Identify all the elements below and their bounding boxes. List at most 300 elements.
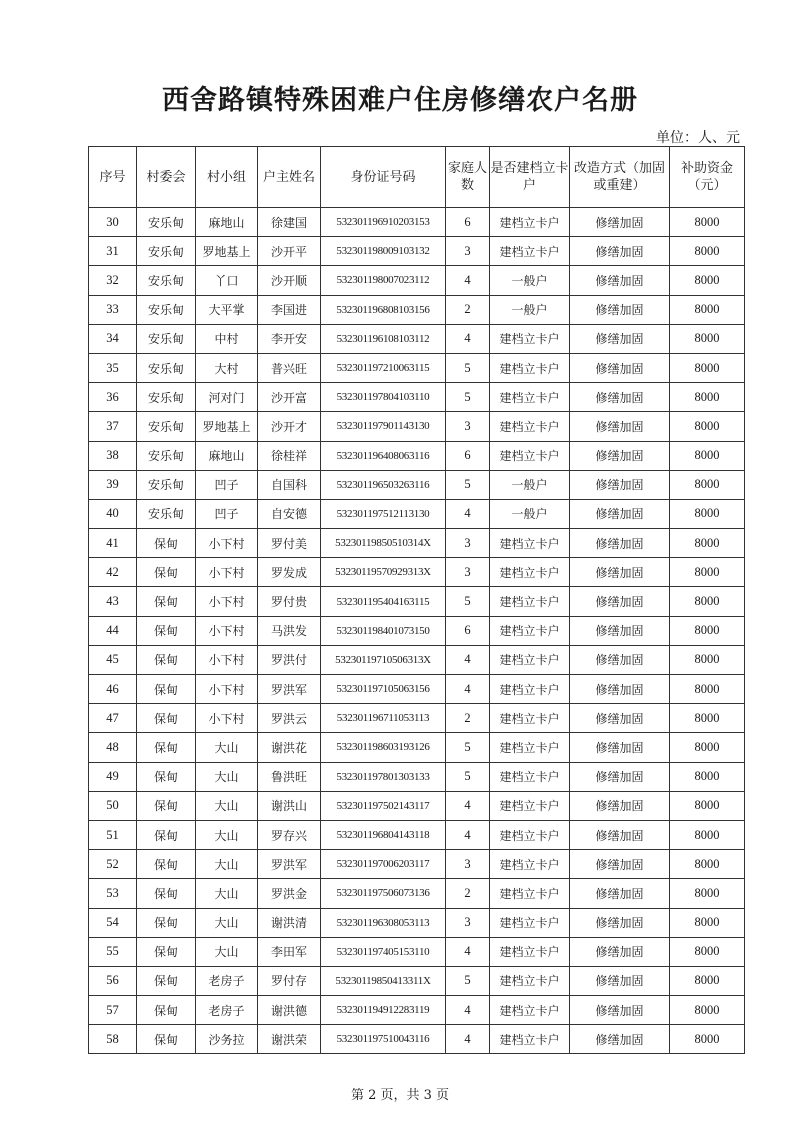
cell-village-group: 大山 <box>196 879 258 908</box>
cell-index: 53 <box>89 879 137 908</box>
cell-village-committee: 安乐甸 <box>137 208 196 237</box>
table-row <box>89 996 745 1025</box>
cell-id-number: 532301196503263116 <box>321 470 446 499</box>
cell-family-size: 3 <box>446 558 490 587</box>
table-row <box>89 383 745 412</box>
cell-index: 40 <box>89 499 137 528</box>
cell-id-number: 532301196108103112 <box>321 324 446 353</box>
cell-index: 50 <box>89 791 137 820</box>
cell-householder-name: 沙开顺 <box>258 266 321 295</box>
cell-renovation-method: 修缮加固 <box>570 529 670 558</box>
cell-index: 41 <box>89 529 137 558</box>
cell-family-size: 4 <box>446 675 490 704</box>
cell-village-group: 小下村 <box>196 645 258 674</box>
cell-registered-poor: 建档立卡户 <box>490 412 570 441</box>
cell-renovation-method: 修缮加固 <box>570 412 670 441</box>
cell-renovation-method: 修缮加固 <box>570 733 670 762</box>
cell-village-committee: 保甸 <box>137 558 196 587</box>
cell-householder-name: 罗洪付 <box>258 645 321 674</box>
cell-subsidy: 8000 <box>670 558 745 587</box>
table-row <box>89 645 745 674</box>
cell-family-size: 2 <box>446 879 490 908</box>
cell-householder-name: 沙开才 <box>258 412 321 441</box>
cell-family-size: 4 <box>446 645 490 674</box>
cell-village-committee: 安乐甸 <box>137 470 196 499</box>
cell-registered-poor: 建档立卡户 <box>490 733 570 762</box>
cell-village-committee: 安乐甸 <box>137 499 196 528</box>
cell-subsidy: 8000 <box>670 499 745 528</box>
cell-registered-poor: 建档立卡户 <box>490 937 570 966</box>
cell-village-committee: 保甸 <box>137 675 196 704</box>
cell-family-size: 5 <box>446 733 490 762</box>
cell-village-group: 小下村 <box>196 704 258 733</box>
header-householder-name: 户主姓名 <box>258 147 321 208</box>
cell-renovation-method: 修缮加固 <box>570 1025 670 1054</box>
table-row <box>89 762 745 791</box>
cell-renovation-method: 修缮加固 <box>570 441 670 470</box>
header-registered-poor: 是否建档立卡户 <box>490 147 570 208</box>
cell-family-size: 2 <box>446 295 490 324</box>
cell-index: 49 <box>89 762 137 791</box>
table-row <box>89 879 745 908</box>
table-row <box>89 1025 745 1054</box>
cell-id-number: 53230119570929313X <box>321 558 446 587</box>
cell-village-group: 大村 <box>196 353 258 382</box>
cell-village-group: 大山 <box>196 908 258 937</box>
cell-householder-name: 罗洪军 <box>258 675 321 704</box>
cell-registered-poor: 建档立卡户 <box>490 762 570 791</box>
cell-index: 43 <box>89 587 137 616</box>
cell-registered-poor: 建档立卡户 <box>490 587 570 616</box>
cell-village-committee: 保甸 <box>137 966 196 995</box>
cell-subsidy: 8000 <box>670 996 745 1025</box>
cell-village-group: 罗地基上 <box>196 412 258 441</box>
cell-index: 54 <box>89 908 137 937</box>
cell-subsidy: 8000 <box>670 937 745 966</box>
cell-family-size: 3 <box>446 908 490 937</box>
cell-renovation-method: 修缮加固 <box>570 324 670 353</box>
cell-registered-poor: 建档立卡户 <box>490 966 570 995</box>
cell-subsidy: 8000 <box>670 616 745 645</box>
cell-subsidy: 8000 <box>670 353 745 382</box>
cell-householder-name: 徐建国 <box>258 208 321 237</box>
cell-registered-poor: 建档立卡户 <box>490 616 570 645</box>
cell-renovation-method: 修缮加固 <box>570 208 670 237</box>
table-row <box>89 237 745 266</box>
cell-village-group: 大山 <box>196 733 258 762</box>
cell-subsidy: 8000 <box>670 762 745 791</box>
cell-householder-name: 谢洪德 <box>258 996 321 1025</box>
cell-village-committee: 安乐甸 <box>137 441 196 470</box>
table-row <box>89 266 745 295</box>
cell-renovation-method: 修缮加固 <box>570 704 670 733</box>
cell-id-number: 532301196804143118 <box>321 820 446 849</box>
cell-householder-name: 罗洪军 <box>258 850 321 879</box>
cell-index: 38 <box>89 441 137 470</box>
cell-householder-name: 罗存兴 <box>258 820 321 849</box>
cell-village-committee: 保甸 <box>137 529 196 558</box>
table-row <box>89 441 745 470</box>
cell-family-size: 5 <box>446 762 490 791</box>
cell-index: 42 <box>89 558 137 587</box>
cell-village-committee: 保甸 <box>137 908 196 937</box>
cell-id-number: 532301197405153110 <box>321 937 446 966</box>
cell-village-group: 丫口 <box>196 266 258 295</box>
table-row <box>89 587 745 616</box>
cell-index: 36 <box>89 383 137 412</box>
cell-registered-poor: 建档立卡户 <box>490 908 570 937</box>
cell-renovation-method: 修缮加固 <box>570 499 670 528</box>
cell-village-group: 大山 <box>196 850 258 879</box>
cell-subsidy: 8000 <box>670 791 745 820</box>
cell-index: 30 <box>89 208 137 237</box>
cell-registered-poor: 一般户 <box>490 499 570 528</box>
table-row <box>89 675 745 704</box>
cell-renovation-method: 修缮加固 <box>570 879 670 908</box>
cell-id-number: 532301195404163115 <box>321 587 446 616</box>
cell-householder-name: 徐桂祥 <box>258 441 321 470</box>
cell-id-number: 532301197510043116 <box>321 1025 446 1054</box>
cell-family-size: 5 <box>446 470 490 499</box>
header-subsidy: 补助资金（元） <box>670 147 745 208</box>
cell-family-size: 6 <box>446 208 490 237</box>
table-row <box>89 966 745 995</box>
table-row <box>89 470 745 499</box>
page-footer: 第 2 页，共 3 页 <box>350 1088 450 1103</box>
cell-id-number: 53230119850510314X <box>321 529 446 558</box>
cell-id-number: 53230119710506313X <box>321 645 446 674</box>
cell-subsidy: 8000 <box>670 324 745 353</box>
cell-registered-poor: 建档立卡户 <box>490 558 570 587</box>
table-row <box>89 908 745 937</box>
cell-registered-poor: 建档立卡户 <box>490 704 570 733</box>
cell-registered-poor: 建档立卡户 <box>490 645 570 674</box>
cell-registered-poor: 一般户 <box>490 266 570 295</box>
cell-registered-poor: 建档立卡户 <box>490 529 570 558</box>
cell-village-group: 大山 <box>196 820 258 849</box>
cell-householder-name: 自国科 <box>258 470 321 499</box>
table-row <box>89 616 745 645</box>
cell-registered-poor: 建档立卡户 <box>490 441 570 470</box>
unit-note: 单位：人、元 <box>656 130 740 146</box>
cell-subsidy: 8000 <box>670 529 745 558</box>
cell-family-size: 6 <box>446 441 490 470</box>
cell-index: 39 <box>89 470 137 499</box>
cell-village-committee: 保甸 <box>137 850 196 879</box>
cell-id-number: 53230119850413311X <box>321 966 446 995</box>
cell-index: 31 <box>89 237 137 266</box>
cell-village-committee: 保甸 <box>137 879 196 908</box>
cell-renovation-method: 修缮加固 <box>570 295 670 324</box>
cell-village-committee: 保甸 <box>137 645 196 674</box>
cell-id-number: 532301197804103110 <box>321 383 446 412</box>
table-row <box>89 558 745 587</box>
header-village-group: 村小组 <box>196 147 258 208</box>
cell-renovation-method: 修缮加固 <box>570 908 670 937</box>
cell-registered-poor: 建档立卡户 <box>490 879 570 908</box>
cell-subsidy: 8000 <box>670 733 745 762</box>
cell-id-number: 532301197512113130 <box>321 499 446 528</box>
cell-village-committee: 安乐甸 <box>137 412 196 441</box>
cell-id-number: 532301198009103132 <box>321 237 446 266</box>
cell-index: 46 <box>89 675 137 704</box>
cell-householder-name: 罗发成 <box>258 558 321 587</box>
cell-registered-poor: 建档立卡户 <box>490 675 570 704</box>
cell-village-committee: 安乐甸 <box>137 237 196 266</box>
cell-id-number: 532301198007023112 <box>321 266 446 295</box>
cell-village-committee: 保甸 <box>137 762 196 791</box>
cell-family-size: 4 <box>446 324 490 353</box>
cell-renovation-method: 修缮加固 <box>570 383 670 412</box>
cell-village-group: 老房子 <box>196 996 258 1025</box>
page-title: 西舍路镇特殊困难户住房修缮农户名册 <box>162 85 638 116</box>
cell-subsidy: 8000 <box>670 1025 745 1054</box>
cell-village-committee: 保甸 <box>137 820 196 849</box>
cell-registered-poor: 建档立卡户 <box>490 1025 570 1054</box>
cell-index: 48 <box>89 733 137 762</box>
cell-id-number: 532301196910203153 <box>321 208 446 237</box>
cell-village-committee: 安乐甸 <box>137 383 196 412</box>
cell-subsidy: 8000 <box>670 675 745 704</box>
cell-registered-poor: 建档立卡户 <box>490 820 570 849</box>
cell-householder-name: 罗付贵 <box>258 587 321 616</box>
cell-subsidy: 8000 <box>670 879 745 908</box>
cell-index: 34 <box>89 324 137 353</box>
cell-id-number: 532301197901143130 <box>321 412 446 441</box>
header-village-committee: 村委会 <box>137 147 196 208</box>
header-family-size: 家庭人数 <box>446 147 490 208</box>
cell-family-size: 4 <box>446 791 490 820</box>
cell-family-size: 2 <box>446 704 490 733</box>
cell-id-number: 532301196408063116 <box>321 441 446 470</box>
cell-family-size: 4 <box>446 820 490 849</box>
table-row <box>89 295 745 324</box>
table-row <box>89 791 745 820</box>
table-row <box>89 820 745 849</box>
cell-subsidy: 8000 <box>670 966 745 995</box>
cell-renovation-method: 修缮加固 <box>570 996 670 1025</box>
cell-registered-poor: 一般户 <box>490 470 570 499</box>
cell-subsidy: 8000 <box>670 237 745 266</box>
cell-village-group: 小下村 <box>196 529 258 558</box>
cell-village-committee: 安乐甸 <box>137 324 196 353</box>
cell-subsidy: 8000 <box>670 908 745 937</box>
cell-family-size: 4 <box>446 996 490 1025</box>
cell-village-committee: 保甸 <box>137 1025 196 1054</box>
table-row <box>89 208 745 237</box>
cell-family-size: 4 <box>446 937 490 966</box>
cell-subsidy: 8000 <box>670 850 745 879</box>
cell-index: 52 <box>89 850 137 879</box>
cell-renovation-method: 修缮加固 <box>570 762 670 791</box>
cell-subsidy: 8000 <box>670 587 745 616</box>
cell-id-number: 532301198401073150 <box>321 616 446 645</box>
cell-id-number: 532301196308053113 <box>321 908 446 937</box>
cell-id-number: 532301198603193126 <box>321 733 446 762</box>
cell-index: 35 <box>89 353 137 382</box>
cell-householder-name: 谢洪花 <box>258 733 321 762</box>
cell-village-committee: 保甸 <box>137 733 196 762</box>
cell-village-committee: 保甸 <box>137 616 196 645</box>
header-id-number: 身份证号码 <box>321 147 446 208</box>
table-row <box>89 704 745 733</box>
cell-village-group: 大山 <box>196 937 258 966</box>
cell-subsidy: 8000 <box>670 470 745 499</box>
cell-village-group: 大平掌 <box>196 295 258 324</box>
cell-village-group: 凹子 <box>196 499 258 528</box>
cell-subsidy: 8000 <box>670 820 745 849</box>
cell-subsidy: 8000 <box>670 383 745 412</box>
cell-householder-name: 谢洪荣 <box>258 1025 321 1054</box>
cell-renovation-method: 修缮加固 <box>570 645 670 674</box>
cell-subsidy: 8000 <box>670 441 745 470</box>
cell-village-committee: 保甸 <box>137 996 196 1025</box>
cell-householder-name: 谢洪清 <box>258 908 321 937</box>
cell-householder-name: 罗付美 <box>258 529 321 558</box>
cell-id-number: 532301197506073136 <box>321 879 446 908</box>
cell-village-group: 麻地山 <box>196 441 258 470</box>
cell-renovation-method: 修缮加固 <box>570 791 670 820</box>
table-row <box>89 324 745 353</box>
cell-index: 37 <box>89 412 137 441</box>
cell-village-group: 大山 <box>196 791 258 820</box>
cell-householder-name: 罗付存 <box>258 966 321 995</box>
table-row <box>89 412 745 441</box>
cell-householder-name: 马洪发 <box>258 616 321 645</box>
cell-householder-name: 沙开平 <box>258 237 321 266</box>
cell-renovation-method: 修缮加固 <box>570 616 670 645</box>
cell-village-group: 小下村 <box>196 558 258 587</box>
cell-householder-name: 李田军 <box>258 937 321 966</box>
cell-index: 55 <box>89 937 137 966</box>
cell-householder-name: 自安德 <box>258 499 321 528</box>
cell-householder-name: 罗洪金 <box>258 879 321 908</box>
cell-village-committee: 保甸 <box>137 937 196 966</box>
cell-subsidy: 8000 <box>670 266 745 295</box>
cell-village-committee: 保甸 <box>137 587 196 616</box>
cell-householder-name: 谢洪山 <box>258 791 321 820</box>
cell-index: 47 <box>89 704 137 733</box>
cell-village-group: 小下村 <box>196 675 258 704</box>
cell-family-size: 3 <box>446 850 490 879</box>
cell-renovation-method: 修缮加固 <box>570 587 670 616</box>
cell-village-group: 凹子 <box>196 470 258 499</box>
cell-village-committee: 安乐甸 <box>137 266 196 295</box>
table-row <box>89 937 745 966</box>
cell-subsidy: 8000 <box>670 295 745 324</box>
cell-registered-poor: 建档立卡户 <box>490 850 570 879</box>
table-row <box>89 353 745 382</box>
cell-index: 57 <box>89 996 137 1025</box>
cell-renovation-method: 修缮加固 <box>570 558 670 587</box>
cell-subsidy: 8000 <box>670 704 745 733</box>
cell-registered-poor: 建档立卡户 <box>490 996 570 1025</box>
cell-village-group: 罗地基上 <box>196 237 258 266</box>
table-row <box>89 529 745 558</box>
cell-renovation-method: 修缮加固 <box>570 266 670 295</box>
cell-village-group: 河对门 <box>196 383 258 412</box>
cell-registered-poor: 建档立卡户 <box>490 791 570 820</box>
cell-village-group: 小下村 <box>196 616 258 645</box>
cell-id-number: 532301197801303133 <box>321 762 446 791</box>
cell-index: 45 <box>89 645 137 674</box>
cell-index: 32 <box>89 266 137 295</box>
table-row <box>89 733 745 762</box>
cell-village-committee: 安乐甸 <box>137 295 196 324</box>
household-register-table <box>88 146 745 1054</box>
cell-family-size: 4 <box>446 1025 490 1054</box>
cell-village-group: 中村 <box>196 324 258 353</box>
cell-subsidy: 8000 <box>670 208 745 237</box>
cell-id-number: 532301194912283119 <box>321 996 446 1025</box>
cell-renovation-method: 修缮加固 <box>570 850 670 879</box>
cell-family-size: 5 <box>446 587 490 616</box>
cell-registered-poor: 建档立卡户 <box>490 208 570 237</box>
cell-village-committee: 安乐甸 <box>137 353 196 382</box>
cell-village-committee: 保甸 <box>137 791 196 820</box>
cell-village-group: 大山 <box>196 762 258 791</box>
cell-family-size: 5 <box>446 966 490 995</box>
cell-village-group: 小下村 <box>196 587 258 616</box>
cell-id-number: 532301197210063115 <box>321 353 446 382</box>
cell-village-group: 沙务拉 <box>196 1025 258 1054</box>
cell-householder-name: 李开安 <box>258 324 321 353</box>
cell-renovation-method: 修缮加固 <box>570 820 670 849</box>
cell-family-size: 3 <box>446 529 490 558</box>
cell-renovation-method: 修缮加固 <box>570 966 670 995</box>
cell-renovation-method: 修缮加固 <box>570 353 670 382</box>
cell-subsidy: 8000 <box>670 412 745 441</box>
cell-family-size: 5 <box>446 353 490 382</box>
cell-id-number: 532301197105063156 <box>321 675 446 704</box>
cell-index: 33 <box>89 295 137 324</box>
cell-family-size: 6 <box>446 616 490 645</box>
table-body <box>89 208 745 1054</box>
cell-family-size: 3 <box>446 412 490 441</box>
header-renovation-method: 改造方式（加固或重建） <box>570 147 670 208</box>
table-row <box>89 499 745 528</box>
cell-householder-name: 普兴旺 <box>258 353 321 382</box>
cell-householder-name: 沙开富 <box>258 383 321 412</box>
cell-id-number: 532301197006203117 <box>321 850 446 879</box>
cell-family-size: 5 <box>446 383 490 412</box>
cell-index: 44 <box>89 616 137 645</box>
header-index: 序号 <box>89 147 137 208</box>
cell-householder-name: 鲁洪旺 <box>258 762 321 791</box>
table-row <box>89 850 745 879</box>
cell-registered-poor: 一般户 <box>490 295 570 324</box>
cell-village-group: 老房子 <box>196 966 258 995</box>
cell-renovation-method: 修缮加固 <box>570 675 670 704</box>
cell-householder-name: 李国进 <box>258 295 321 324</box>
cell-renovation-method: 修缮加固 <box>570 937 670 966</box>
cell-registered-poor: 建档立卡户 <box>490 324 570 353</box>
cell-village-group: 麻地山 <box>196 208 258 237</box>
cell-index: 56 <box>89 966 137 995</box>
cell-family-size: 3 <box>446 237 490 266</box>
cell-registered-poor: 建档立卡户 <box>490 383 570 412</box>
cell-registered-poor: 建档立卡户 <box>490 237 570 266</box>
cell-family-size: 4 <box>446 499 490 528</box>
cell-registered-poor: 建档立卡户 <box>490 353 570 382</box>
cell-renovation-method: 修缮加固 <box>570 237 670 266</box>
cell-id-number: 532301196808103156 <box>321 295 446 324</box>
cell-village-committee: 保甸 <box>137 704 196 733</box>
cell-renovation-method: 修缮加固 <box>570 470 670 499</box>
cell-family-size: 4 <box>446 266 490 295</box>
table-header-row <box>89 147 745 208</box>
cell-householder-name: 罗洪云 <box>258 704 321 733</box>
